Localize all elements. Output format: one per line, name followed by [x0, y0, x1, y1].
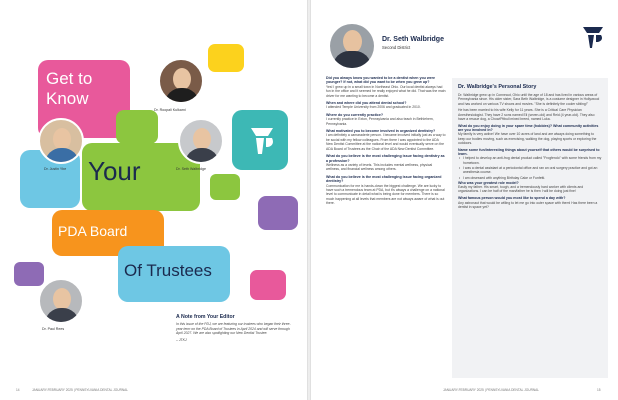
page-gutter	[307, 0, 311, 400]
story-answer: Any astronaut that would be willing to let me go into outer space with them! Has there been a dentist in space yet?	[458, 200, 598, 209]
qa-question: What do you believe is the most challenging issue facing organized dentistry?	[326, 174, 442, 184]
editor-signature: – JTKJ	[176, 337, 187, 342]
qa-question: Where do you currently practice?	[326, 112, 384, 117]
qa-answer: Communication for me is hands-down the biggest challenge. We are lucky to have such a tremendous team at PDA, but it's always a challenge on a national level to communicate in detail what is being done for members. There is so much happening at all levels that members are not always aware of what is out there.	[326, 183, 445, 206]
qa-item	[326, 175, 446, 206]
personal-story-title: Dr. Walbridge's Personal Story	[458, 84, 537, 90]
pink-small-bubble	[250, 270, 286, 300]
folio-right: JANUARY-FEBRUARY 2025 | PENNSYLVANIA DENTAL JOURNAL	[443, 388, 540, 392]
title-your: Your	[88, 156, 141, 186]
story-paragraph: He has been married to his wife Kelly for 11 years. She is a Critical Care Physician Anesthesiologist. They have 2 sons named Eli (seven-old) and Reid (4 year-old). They also have a rescue dog, a Chow/Pitbull mixed breed, named Luka.	[458, 108, 595, 121]
title-pda-board: PDA Board	[58, 223, 128, 239]
story-bullet: • I am obsessed with anything Birthday Cake or Funfetti.	[463, 176, 602, 180]
story-bullet: • I was a dental assistant at a periodontal office and ran an oral surgery practice and got an anesthesia course.	[463, 166, 602, 175]
pda-logo-icon	[242, 118, 282, 162]
qa-question: When and where did you attend dental school?	[326, 101, 407, 106]
pda-logo-icon	[580, 22, 606, 52]
page-number-left: 14	[16, 388, 20, 392]
qa-item	[326, 101, 446, 110]
qa-item	[326, 129, 446, 151]
yellow-speech-bubble	[208, 44, 244, 72]
personal-story-box	[452, 78, 608, 378]
story-question: Name some fun/interesting things about yourself that others would be surprised to learn.	[458, 147, 600, 157]
qa-question: What do you believe is the most challenging issue facing dentistry as a profession?	[326, 154, 445, 163]
profile-name: Dr. Seth Walbridge	[382, 36, 444, 43]
story-bullet: • I helped to develop an anti-frog dental product called "Frogfendo" with some friends from my hometown.	[463, 156, 602, 165]
green-small-bubble	[116, 110, 158, 144]
editor-note	[176, 314, 296, 342]
qa-answer: I currently practice in Exton, Pennsylvania and also teach in Bethlehem, Pennsylvania.	[326, 117, 434, 126]
qa-question: Did you always know you wanted to be a dentist when you were younger? If not, what did you want to be when you grew up?	[326, 76, 436, 85]
portrait-caption: Dr. Justin Ybe	[44, 167, 67, 171]
folio-left: JANUARY-FEBRUARY 2025 | PENNSYLVANIA DENTAL JOURNAL	[32, 388, 129, 392]
story-question: What do you enjoy doing in your spare time (hobbies)? What community activities are you involved in?	[458, 123, 599, 133]
story-answer: Easily my father. His smart, tough, and a tremendously hard worker with clients and organizations. I can be half of the man/father he is then I will be doing just fine!	[458, 185, 584, 194]
title-of-trustees: Of Trustees	[124, 261, 212, 280]
qa-item	[326, 113, 446, 126]
qa-answer: Wellness as a variety of levels. This includes mental wellness, physical wellness, and financial wellness among others.	[326, 162, 433, 172]
portrait-roopali-kulkarni	[158, 58, 204, 104]
qa-item	[326, 154, 446, 172]
title-know: Know	[46, 89, 89, 108]
story-paragraph: Dr. Walbridge grew up in Conneaut, Ohio until the age of 18 and has lived in various areas of Pennsylvania since. His older sister, Sara Beth Walbridge, is a costume designer in Hollywood and has worked on various TV shows and movies. "She is definitely the cooler sibling!"	[458, 93, 600, 106]
story-question: Who was your greatest role model?	[458, 180, 519, 185]
qa-item	[326, 76, 446, 98]
green-accent-bubble	[210, 174, 240, 200]
editor-note-text: In this issue of the PDJ, we are featuring our trustees who began their three-year term on the PDA Board of Trustees in April 2024 and will serve through April 2027. We are also spotlighting our New Dentist Trustee.	[176, 322, 291, 336]
qa-question: What motivated you to become involved in organized dentistry?	[326, 129, 436, 134]
title-get-to: Get to	[46, 69, 93, 88]
qa-answer: Yes! I grew up in a small town in Northeast Ohio. Our local dentist always had fun in the office and it seemed he really enjoyed what he did. That was the main driver for me wanting to become a dentist.	[326, 84, 446, 98]
story-question: What famous person would you most like to spend a day with?	[458, 196, 566, 201]
profile-role: Second District	[382, 45, 411, 50]
profile-photo	[330, 24, 374, 68]
portrait-caption: Dr. Paul Rees	[42, 327, 65, 331]
portrait-caption: Dr. Roopali Kulkarni	[154, 108, 186, 112]
qa-column	[326, 76, 446, 382]
purple-speech-bubble	[258, 196, 298, 230]
portrait-seth-walbridge	[178, 118, 224, 164]
portrait-caption: Dr. Seth Walbridge	[176, 167, 207, 171]
portrait-justin-ybe	[38, 118, 84, 164]
qa-answer: I attended Temple University from 2006 and graduated in 2010.	[326, 105, 421, 110]
qa-answer: I am definitely a camaraderie person. I became involved initially just as a way to be social with my fellow colleagues. From there I was appointed to the ADA New Dentist Committee at the national level and would eventually serve on the ADA Board of Trustees as the Chair of the ADA New Dentist Committee.	[326, 133, 446, 151]
story-answer: My family is very active! We have over 10 acres of land and are always doing something to keep our bodies moving, such as exercising, walking the dog, playing sports or exploring the outdoors.	[458, 132, 597, 145]
page-number-right: 15	[597, 388, 601, 392]
editor-note-title: A Note from Your Editor	[176, 314, 235, 320]
portrait-paul-rees	[38, 278, 84, 324]
purple-small-bubble	[14, 262, 44, 286]
